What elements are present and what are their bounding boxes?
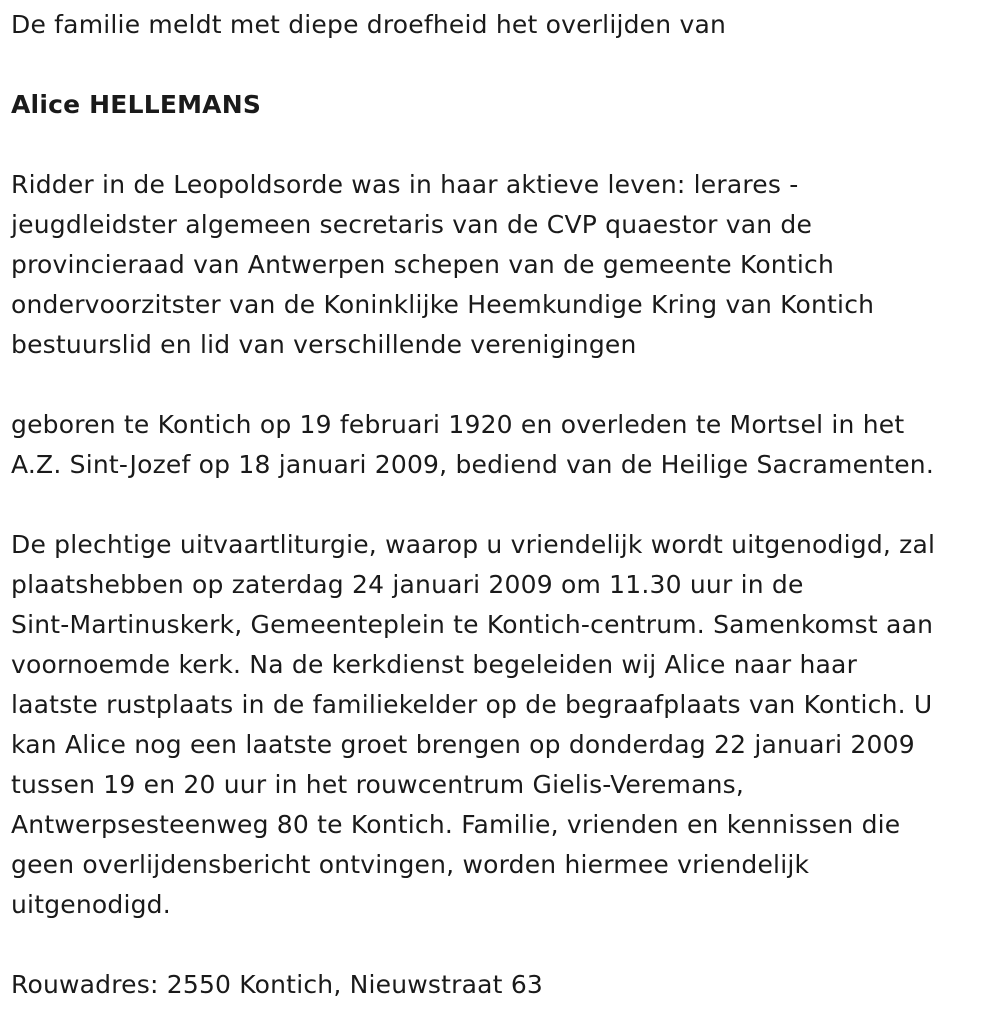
funeral-line: laatste rustplaats in de familiekelder op de begraafplaats van Kontich. U <box>11 690 933 719</box>
funeral-line: kan Alice nog een laatste groet brengen op donderdag 22 januari 2009 <box>11 730 915 759</box>
birth-death-paragraph <box>11 405 991 485</box>
career-line: jeugdleidster algemeen secretaris van de CVP quaestor van de <box>11 210 813 239</box>
funeral-line: geen overlijdensbericht ontvingen, worden hiermee vriendelijk <box>11 850 810 879</box>
career-line: ondervoorzitster van de Koninklijke Heemkundige Kring van Kontich <box>11 290 875 319</box>
career-line: Ridder in de Leopoldsorde was in haar aktieve leven: lerares - <box>11 170 799 199</box>
funeral-line: Antwerpsesteenweg 80 te Kontich. Familie, vrienden en kennissen die <box>11 810 901 839</box>
obituary-notice <box>11 5 991 1005</box>
funeral-line: tussen 19 en 20 uur in het rouwcentrum Gielis-Veremans, <box>11 770 745 799</box>
funeral-line: Sint-Martinuskerk, Gemeenteplein te Kontich-centrum. Samenkomst aan <box>11 610 934 639</box>
spacer <box>11 45 991 85</box>
mourning-address: Rouwadres: 2550 Kontich, Nieuwstraat 63 <box>11 970 544 999</box>
funeral-line: uitgenodigd. <box>11 890 171 919</box>
funeral-line: De plechtige uitvaartliturgie, waarop u vriendelijk wordt uitgenodigd, zal <box>11 530 936 559</box>
birth-death-line: A.Z. Sint-Jozef op 18 januari 2009, bediend van de Heilige Sacramenten. <box>11 450 934 479</box>
career-line: bestuurslid en lid van verschillende verenigingen <box>11 330 637 359</box>
spacer <box>11 485 991 525</box>
spacer <box>11 365 991 405</box>
funeral-line: voornoemde kerk. Na de kerkdienst begeleiden wij Alice naar haar <box>11 650 858 679</box>
career-paragraph <box>11 165 991 365</box>
birth-death-line: geboren te Kontich op 19 februari 1920 en overleden te Mortsel in het <box>11 410 905 439</box>
funeral-paragraph <box>11 525 991 925</box>
funeral-line: plaatshebben op zaterdag 24 januari 2009 om 11.30 uur in de <box>11 570 804 599</box>
intro-text: De familie meldt met diepe droefheid het overlijden van <box>11 10 727 39</box>
career-line: provincieraad van Antwerpen schepen van de gemeente Kontich <box>11 250 834 279</box>
spacer <box>11 925 991 965</box>
deceased-name: Alice HELLEMANS <box>11 90 262 119</box>
spacer <box>11 125 991 165</box>
